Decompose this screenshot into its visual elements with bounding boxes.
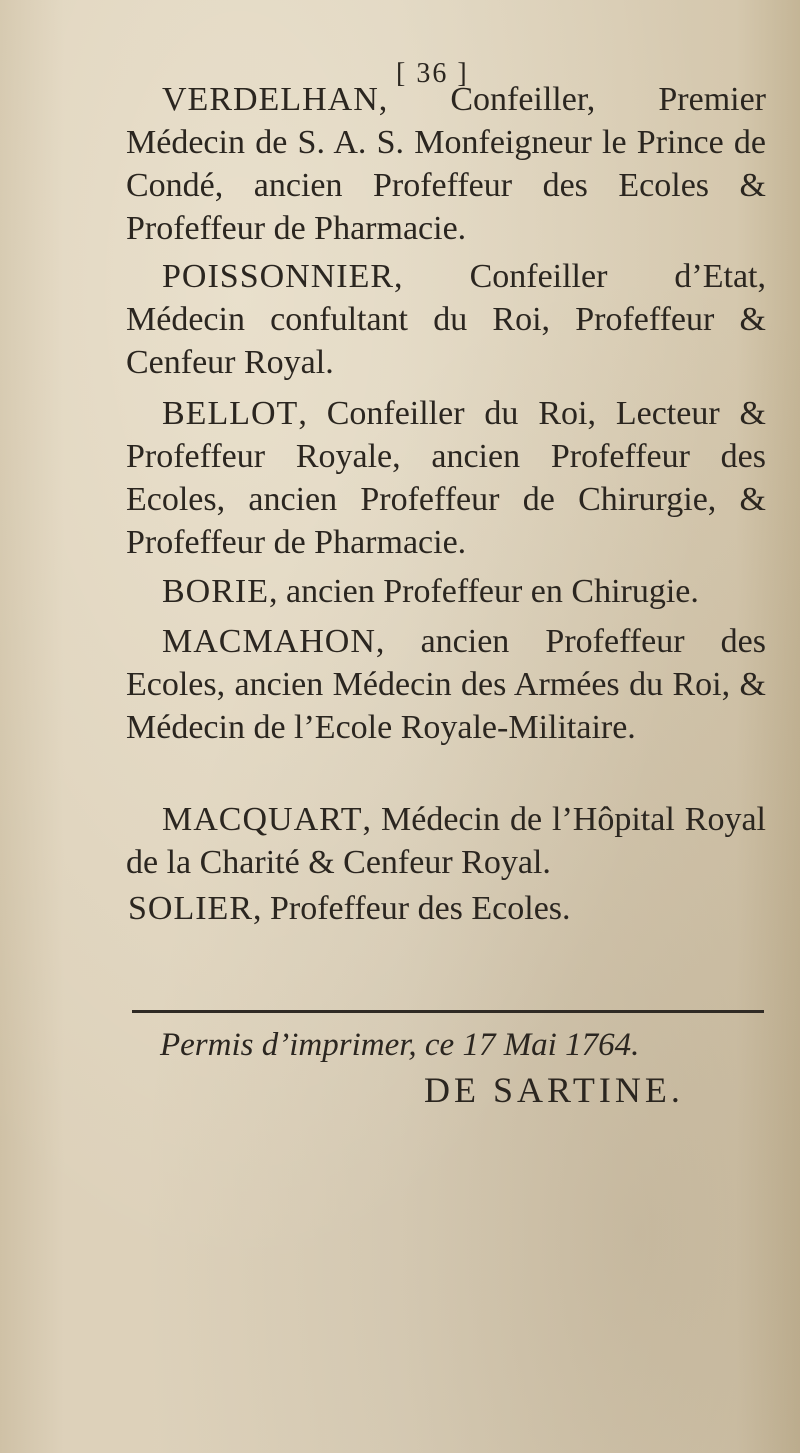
entry-name: POISSONNIER: [162, 258, 395, 295]
entry-macquart: [126, 798, 766, 884]
entry-verdelhan: [126, 78, 766, 250]
permis-line: Permis d’imprimer, ce 17 Mai 1764.: [160, 1027, 640, 1063]
entry-text: , Confeiller d’Etat, Médecin confultant du Roi, Profeffeur & Cenfeur Royal.: [126, 258, 766, 381]
entry-name: MACQUART: [162, 801, 363, 838]
entry-name: VERDELHAN: [162, 81, 379, 118]
entry-macmahon: [126, 620, 766, 749]
entry-borie: [126, 570, 766, 613]
entry-name: MACMAHON: [162, 623, 376, 660]
entry-text: , ancien Profeffeur des Ecoles, ancien Médecin des Armées du Roi, & Médecin de l’Ecole Royale-Militaire.: [126, 623, 766, 746]
entry-text: , Profeffeur des Ecoles.: [253, 890, 571, 927]
entry-text: , Confeiller, Premier Médecin de S. A. S. Monfeigneur le Prince de Condé, ancien Profeffeur des Ecoles & Profeffeur de Pharmacie.: [126, 81, 766, 247]
entry-solier: [128, 887, 768, 930]
entry-text: , Confeiller du Roi, Lecteur & Profeffeur Royale, ancien Profeffeur des Ecoles, ancien Profeffeur de Chirurgie, & Profeffeur de Pharmacie.: [126, 395, 766, 561]
entry-text: , ancien Profeffeur en Chirugie.: [269, 573, 699, 610]
entry-poissonnier: [126, 255, 766, 384]
horizontal-rule: [132, 1010, 764, 1013]
entry-bellot: [126, 392, 766, 564]
entry-name: SOLIER: [128, 890, 253, 927]
page-number: [ 36 ]: [396, 58, 469, 89]
signature: DE SARTINE.: [424, 1070, 684, 1110]
entry-text: , Médecin de l’Hôpital Royal de la Charité & Cenfeur Royal.: [126, 801, 766, 881]
entry-name: BELLOT: [162, 395, 299, 432]
entry-name: BORIE: [162, 573, 269, 610]
